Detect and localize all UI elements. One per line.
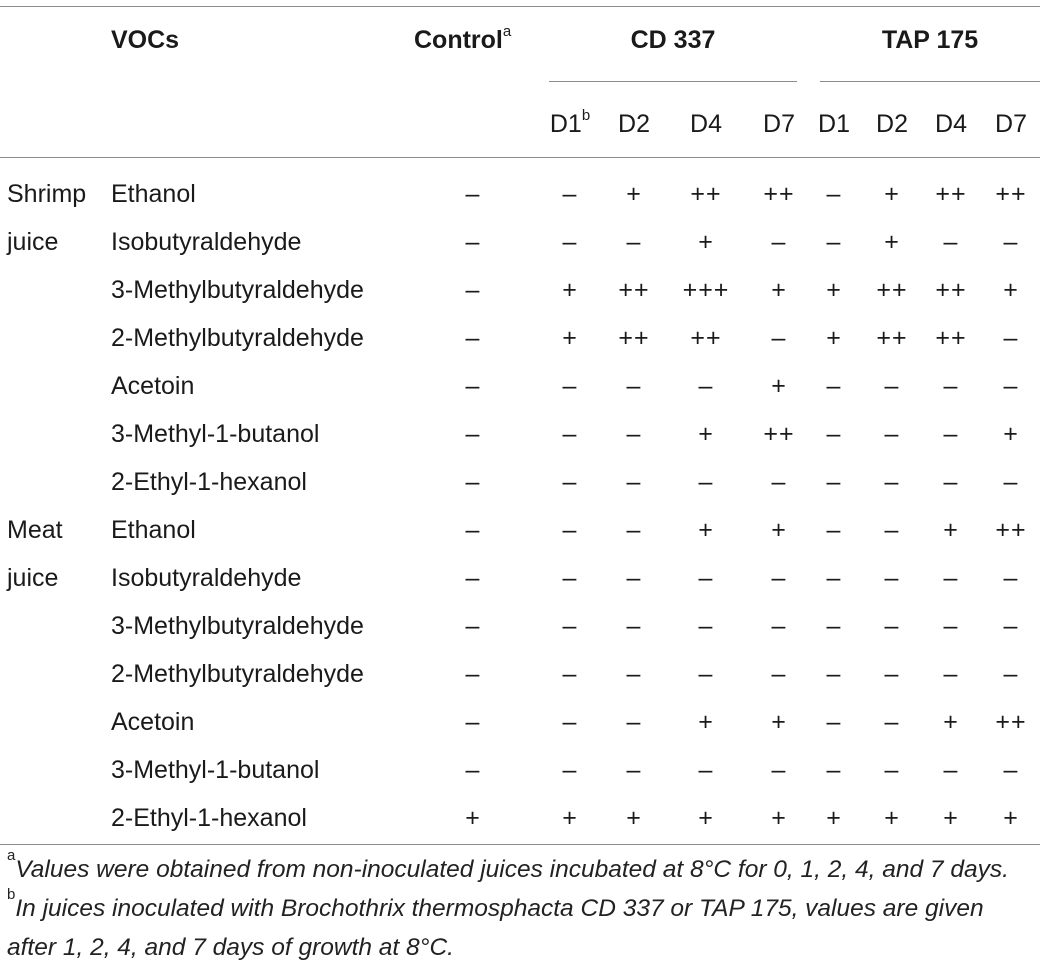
cell-value: – — [698, 468, 714, 496]
cell-value: – — [826, 708, 842, 736]
cell-value: + — [562, 324, 578, 352]
cell-value: + — [884, 804, 900, 832]
cell-value: + — [771, 516, 787, 544]
footnote-b-marker: b — [7, 885, 16, 903]
control-value: – — [465, 228, 481, 256]
cell-value: ++ — [995, 708, 1027, 736]
cell-value: – — [943, 660, 959, 688]
cd337-group-rule — [549, 81, 797, 82]
cell-value: – — [626, 372, 642, 400]
cell-value: – — [562, 708, 578, 736]
day-label: D7 — [995, 110, 1027, 138]
day-header — [763, 109, 795, 139]
cell-value: + — [884, 228, 900, 256]
control-value: – — [465, 372, 481, 400]
voc-name: 2-Ethyl-1-hexanol — [111, 804, 307, 832]
control-value: – — [465, 468, 481, 496]
cell-value: ++ — [618, 324, 650, 352]
table-footnotes — [7, 846, 1037, 967]
cell-value: – — [943, 420, 959, 448]
control-value: – — [465, 612, 481, 640]
cell-value: + — [1003, 276, 1019, 304]
cell-value: – — [562, 756, 578, 784]
cell-value: – — [943, 372, 959, 400]
day-header — [549, 106, 591, 139]
day-header — [618, 109, 650, 139]
group-label-line2: juice — [7, 564, 59, 592]
cell-value: ++ — [935, 324, 967, 352]
cell-value: + — [771, 708, 787, 736]
voc-name: Isobutyraldehyde — [111, 564, 302, 592]
cell-value: – — [943, 756, 959, 784]
cell-value: – — [826, 228, 842, 256]
control-value: – — [465, 180, 481, 208]
cell-value: ++ — [935, 276, 967, 304]
day-label: D2 — [876, 110, 908, 138]
header-cd337: CD 337 — [630, 26, 716, 54]
cell-value: – — [771, 468, 787, 496]
cell-value: – — [771, 612, 787, 640]
control-value: + — [465, 804, 481, 832]
cell-value: – — [562, 516, 578, 544]
cell-value: – — [826, 468, 842, 496]
day-label: D4 — [935, 110, 967, 138]
cell-value: – — [1003, 756, 1019, 784]
cell-value: – — [884, 660, 900, 688]
cell-value: – — [884, 756, 900, 784]
cell-value: ++ — [995, 180, 1027, 208]
cell-value: – — [1003, 564, 1019, 592]
cell-value: – — [562, 228, 578, 256]
voc-name: 3-Methyl-1-butanol — [111, 420, 320, 448]
cell-value: – — [826, 564, 842, 592]
cell-value: ++ — [763, 420, 795, 448]
cell-value: – — [626, 420, 642, 448]
cell-value: + — [698, 228, 714, 256]
cell-value: – — [626, 756, 642, 784]
voc-name: Isobutyraldehyde — [111, 228, 302, 256]
cell-value: – — [626, 564, 642, 592]
cell-value: – — [884, 468, 900, 496]
cell-value: – — [698, 564, 714, 592]
group-label-line1: Meat — [7, 516, 63, 544]
day-label: D7 — [763, 110, 795, 138]
cell-value: – — [884, 708, 900, 736]
cell-value: + — [826, 804, 842, 832]
voc-name: 2-Ethyl-1-hexanol — [111, 468, 307, 496]
cell-value: + — [698, 420, 714, 448]
cell-value: – — [771, 228, 787, 256]
cell-value: – — [698, 756, 714, 784]
day-header — [690, 109, 722, 139]
day-label: D2 — [618, 110, 650, 138]
cell-value: + — [943, 804, 959, 832]
cell-value: – — [562, 660, 578, 688]
voc-name: 3-Methyl-1-butanol — [111, 756, 320, 784]
header-control: Control$^a$ — [414, 22, 512, 54]
table-bottom-rule — [0, 844, 1040, 845]
cell-value: + — [771, 372, 787, 400]
cell-value: + — [562, 276, 578, 304]
control-footnote-marker: a — [502, 22, 512, 40]
cell-value: + — [943, 708, 959, 736]
cell-value: – — [562, 372, 578, 400]
footnote-b-text: In juices inoculated with Brochothrix thermosphacta CD 337 or TAP 175, values are given after 1, 2, 4, and 7 days of growth at 8°C. — [7, 895, 984, 961]
cell-value: + — [698, 708, 714, 736]
voc-name: 2-Methylbutyraldehyde — [111, 324, 364, 352]
top-rule — [0, 6, 1040, 7]
control-value: – — [465, 564, 481, 592]
day-header — [995, 109, 1027, 139]
day-label: D4 — [690, 110, 722, 138]
cell-value: + — [771, 276, 787, 304]
day-footnote-marker: b — [581, 106, 591, 124]
cell-value: – — [562, 468, 578, 496]
cell-value: + — [562, 804, 578, 832]
control-value: – — [465, 276, 481, 304]
day-label: D1 — [818, 110, 850, 138]
cell-value: – — [771, 756, 787, 784]
cell-value: ++ — [690, 324, 722, 352]
voc-name: 3-Methylbutyraldehyde — [111, 276, 364, 304]
cell-value: – — [1003, 372, 1019, 400]
cell-value: ++ — [876, 276, 908, 304]
cell-value: + — [771, 804, 787, 832]
cell-value: – — [626, 228, 642, 256]
header-vocs: VOCs — [111, 26, 180, 54]
voc-name: Acetoin — [111, 372, 195, 400]
cell-value: – — [698, 612, 714, 640]
cell-value: – — [626, 660, 642, 688]
cell-value: – — [562, 564, 578, 592]
cell-value: ++ — [763, 180, 795, 208]
cell-value: ++ — [876, 324, 908, 352]
voc-name: Ethanol — [111, 180, 196, 208]
cell-value: – — [626, 612, 642, 640]
group-label-line1: Shrimp — [7, 180, 87, 208]
voc-name: Ethanol — [111, 516, 196, 544]
header-bottom-rule — [0, 157, 1040, 158]
cell-value: – — [826, 612, 842, 640]
cell-value: – — [698, 372, 714, 400]
cell-value: ++ — [995, 516, 1027, 544]
footnote-a-marker: a — [7, 846, 16, 864]
day-header — [876, 109, 908, 139]
cell-value: – — [1003, 324, 1019, 352]
day-header — [935, 109, 967, 139]
cell-value: – — [826, 660, 842, 688]
control-value: – — [465, 660, 481, 688]
cell-value: – — [943, 564, 959, 592]
cell-value: ++ — [935, 180, 967, 208]
day-header — [818, 109, 850, 139]
control-value: – — [465, 756, 481, 784]
cell-value: + — [1003, 804, 1019, 832]
cell-value: – — [826, 420, 842, 448]
cell-value: – — [562, 612, 578, 640]
cell-value: + — [943, 516, 959, 544]
cell-value: – — [943, 228, 959, 256]
cell-value: – — [626, 468, 642, 496]
group-label-line2: juice — [7, 228, 59, 256]
cell-value: + — [826, 324, 842, 352]
cell-value: – — [1003, 228, 1019, 256]
cell-value: – — [771, 324, 787, 352]
cell-value: – — [771, 660, 787, 688]
cell-value: – — [626, 516, 642, 544]
cell-value: – — [884, 516, 900, 544]
cell-value: – — [771, 564, 787, 592]
cell-value: – — [1003, 468, 1019, 496]
header-tap175: TAP 175 — [881, 26, 979, 54]
cell-value: + — [626, 180, 642, 208]
cell-value: – — [562, 180, 578, 208]
tap175-group-rule — [820, 81, 1040, 82]
control-value: – — [465, 708, 481, 736]
cell-value: – — [826, 180, 842, 208]
voc-name: Acetoin — [111, 708, 195, 736]
cell-value: – — [943, 612, 959, 640]
control-value: – — [465, 516, 481, 544]
cell-value: – — [884, 372, 900, 400]
cell-value: – — [943, 468, 959, 496]
cell-value: – — [698, 660, 714, 688]
cell-value: – — [562, 420, 578, 448]
cell-value: – — [1003, 660, 1019, 688]
cell-value: + — [884, 180, 900, 208]
cell-value: + — [826, 276, 842, 304]
cell-value: – — [884, 420, 900, 448]
cell-value: – — [1003, 612, 1019, 640]
cell-value: + — [626, 804, 642, 832]
cell-value: – — [826, 756, 842, 784]
cell-value: – — [826, 372, 842, 400]
cell-value: – — [884, 612, 900, 640]
voc-name: 2-Methylbutyraldehyde — [111, 660, 364, 688]
cell-value: ++ — [618, 276, 650, 304]
day-label: D1 — [549, 110, 582, 138]
cell-value: – — [884, 564, 900, 592]
cell-value: +++ — [682, 276, 730, 304]
cell-value: + — [1003, 420, 1019, 448]
control-value: – — [465, 420, 481, 448]
cell-value: + — [698, 804, 714, 832]
cell-value: – — [826, 516, 842, 544]
cell-value: ++ — [690, 180, 722, 208]
cell-value: – — [626, 708, 642, 736]
control-value: – — [465, 324, 481, 352]
cell-value: + — [698, 516, 714, 544]
voc-name: 3-Methylbutyraldehyde — [111, 612, 364, 640]
footnote-a-text: Values were obtained from non-inoculated juices incubated at 8°C for 0, 1, 2, 4, and 7 days. — [15, 856, 1009, 883]
